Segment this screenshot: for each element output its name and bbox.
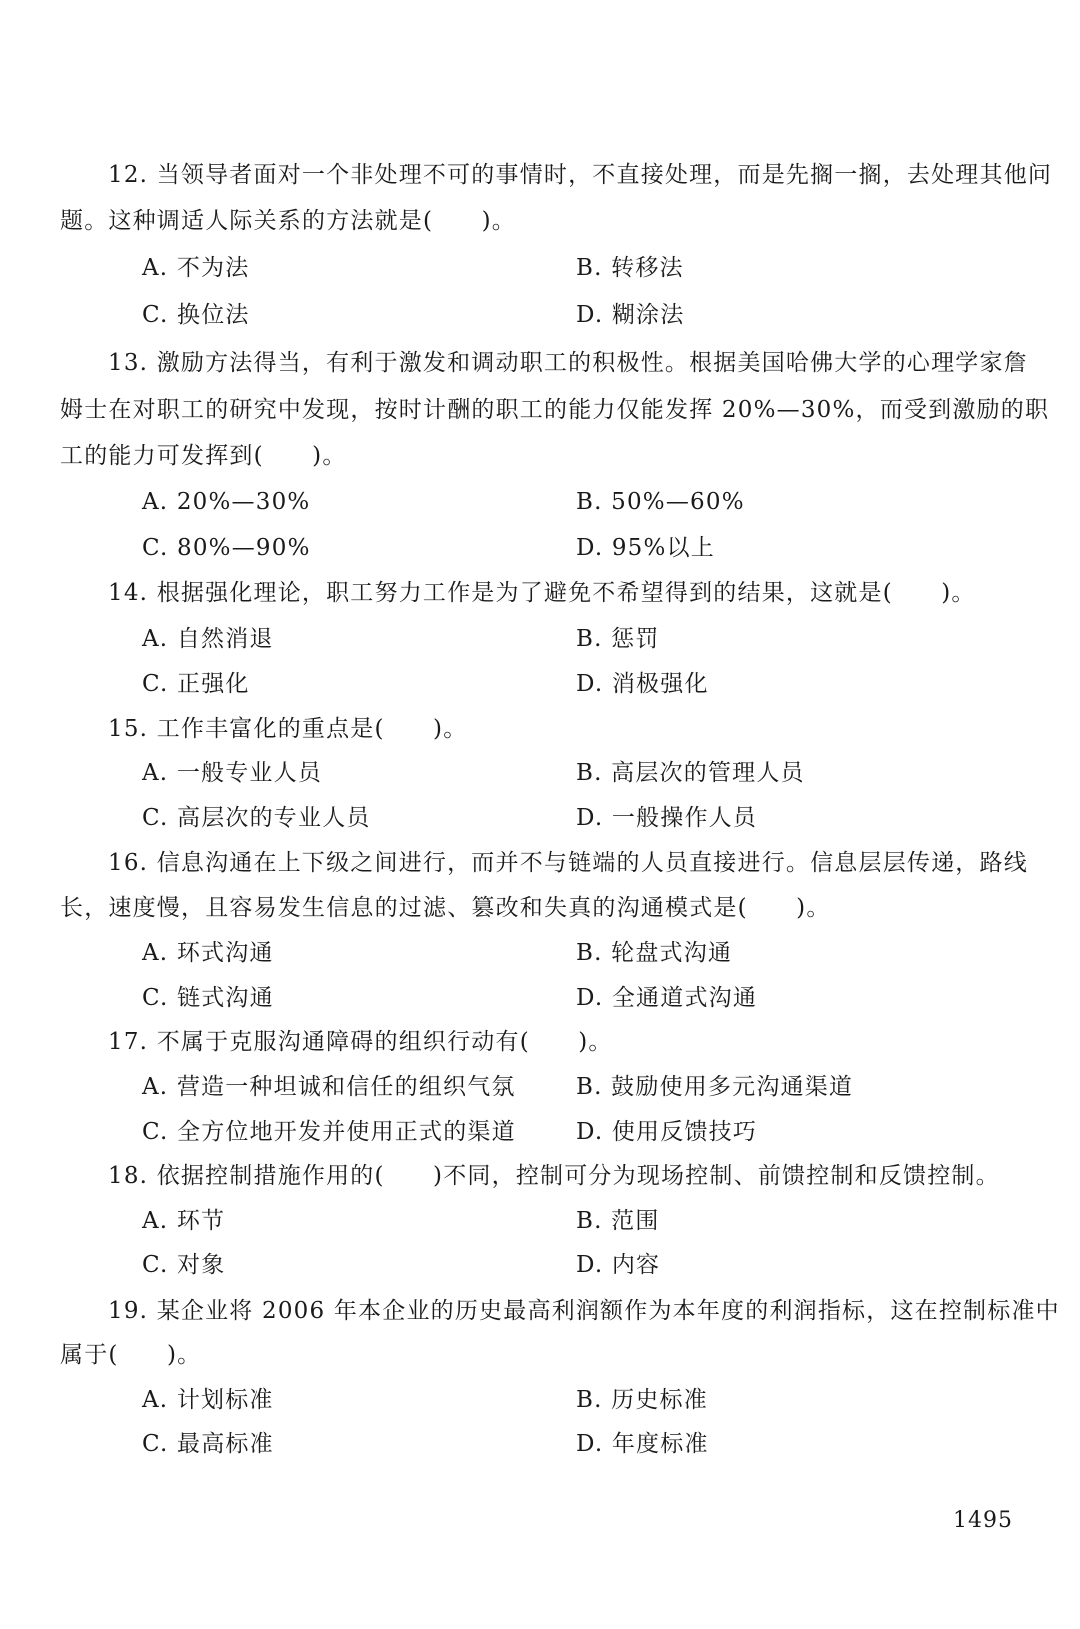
question-15-option-b: B. 高层次的管理人员 [576,760,805,786]
question-12-option-d: D. 糊涂法 [576,302,685,328]
question-19-option-a: A. 计划标准 [142,1387,274,1413]
question-12-stem-line-2: 题。这种调适人际关系的方法就是( )。 [60,208,516,234]
question-19-option-d: D. 年度标准 [576,1431,709,1457]
question-13-option-d: D. 95%以上 [576,535,715,561]
question-19-option-b: B. 历史标准 [576,1387,708,1413]
question-14-option-a: A. 自然消退 [142,626,274,652]
question-14-option-c: C. 正强化 [142,671,250,697]
question-18-option-d: D. 内容 [576,1252,661,1278]
question-17-option-d: D. 使用反馈技巧 [576,1119,758,1145]
question-13-stem-line-1: 13. 激励方法得当，有利于激发和调动职工的积极性。根据美国哈佛大学的心理学家詹 [108,350,1028,376]
question-14-option-b: B. 惩罚 [576,626,660,652]
question-18-option-b: B. 范围 [576,1208,660,1234]
question-19-option-c: C. 最高标准 [142,1431,274,1457]
question-18-option-c: C. 对象 [142,1252,226,1278]
question-13-option-b: B. 50%—60% [576,489,745,515]
question-13-stem-line-2: 姆士在对职工的研究中发现，按时计酬的职工的能力仅能发挥 20%—30%，而受到激励的职 [60,397,1050,423]
question-14-stem: 14. 根据强化理论，职工努力工作是为了避免不希望得到的结果，这就是( )。 [108,580,976,606]
question-13-option-a: A. 20%—30% [142,489,311,515]
question-19-stem-line-2: 属于( )。 [60,1342,202,1368]
question-18-option-a: A. 环节 [142,1208,226,1234]
question-16-stem-line-1: 16. 信息沟通在上下级之间进行，而并不与链端的人员直接进行。信息层层传递，路线 [108,850,1028,876]
question-17-option-b: B. 鼓励使用多元沟通渠道 [576,1074,854,1100]
question-15-option-c: C. 高层次的专业人员 [142,805,371,831]
question-17-option-a: A. 营造一种坦诚和信任的组织气氛 [142,1074,516,1100]
question-15-option-a: A. 一般专业人员 [142,760,323,786]
question-13-option-c: C. 80%—90% [142,535,311,561]
question-12-option-a: A. 不为法 [142,255,250,281]
question-13-stem-line-3: 工的能力可发挥到( )。 [60,443,347,469]
question-12-stem-line-1: 12. 当领导者面对一个非处理不可的事情时，不直接处理，而是先搁一搁，去处理其他问 [108,162,1053,188]
question-16-option-d: D. 全通道式沟通 [576,985,758,1011]
question-16-option-c: C. 链式沟通 [142,985,274,1011]
page-number: 1495 [953,1508,1013,1533]
question-17-stem: 17. 不属于克服沟通障碍的组织行动有( )。 [108,1029,613,1055]
question-15-stem: 15. 工作丰富化的重点是( )。 [108,716,468,742]
question-18-stem: 18. 依据控制措施作用的( )不同，控制可分为现场控制、前馈控制和反馈控制。 [108,1163,1000,1189]
question-16-option-a: A. 环式沟通 [142,940,274,966]
question-12-option-b: B. 转移法 [576,255,684,281]
question-19-stem-line-1: 19. 某企业将 2006 年本企业的历史最高利润额作为本年度的利润指标，这在控制标准中 [108,1298,1060,1324]
question-15-option-d: D. 一般操作人员 [576,805,758,831]
question-17-option-c: C. 全方位地开发并使用正式的渠道 [142,1119,516,1145]
question-16-stem-line-2: 长，速度慢，且容易发生信息的过滤、篡改和失真的沟通模式是( )。 [60,895,831,921]
question-14-option-d: D. 消极强化 [576,671,709,697]
question-12-option-c: C. 换位法 [142,302,250,328]
question-16-option-b: B. 轮盘式沟通 [576,940,733,966]
